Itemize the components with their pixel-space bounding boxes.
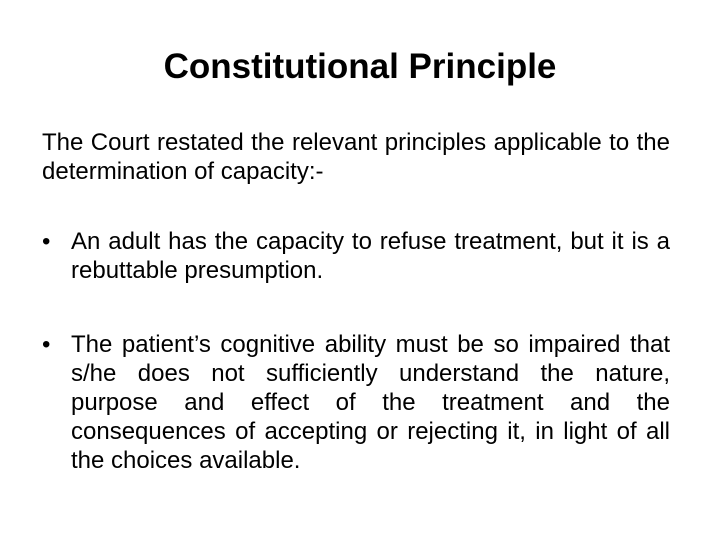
bullet-icon: •: [42, 331, 51, 358]
slide-title: Constitutional Principle: [163, 47, 557, 86]
bullet-list: [42, 227, 670, 475]
bullet-text: An adult has the capacity to refuse treatment, but it is a rebuttable presumption.: [71, 228, 670, 284]
bullet-text: The patient’s cognitive ability must be so impaired that s/he does not sufficiently understand the nature, purpose and effect of the treatment and the consequences of accepting or rejecting it, in light of all the choices available.: [71, 331, 670, 474]
bullet-icon: •: [42, 228, 51, 255]
bullet-item: [42, 227, 670, 285]
intro-paragraph: The Court restated the relevant principles applicable to the determination of capacity:-: [42, 129, 670, 185]
bullet-item: [42, 330, 670, 475]
